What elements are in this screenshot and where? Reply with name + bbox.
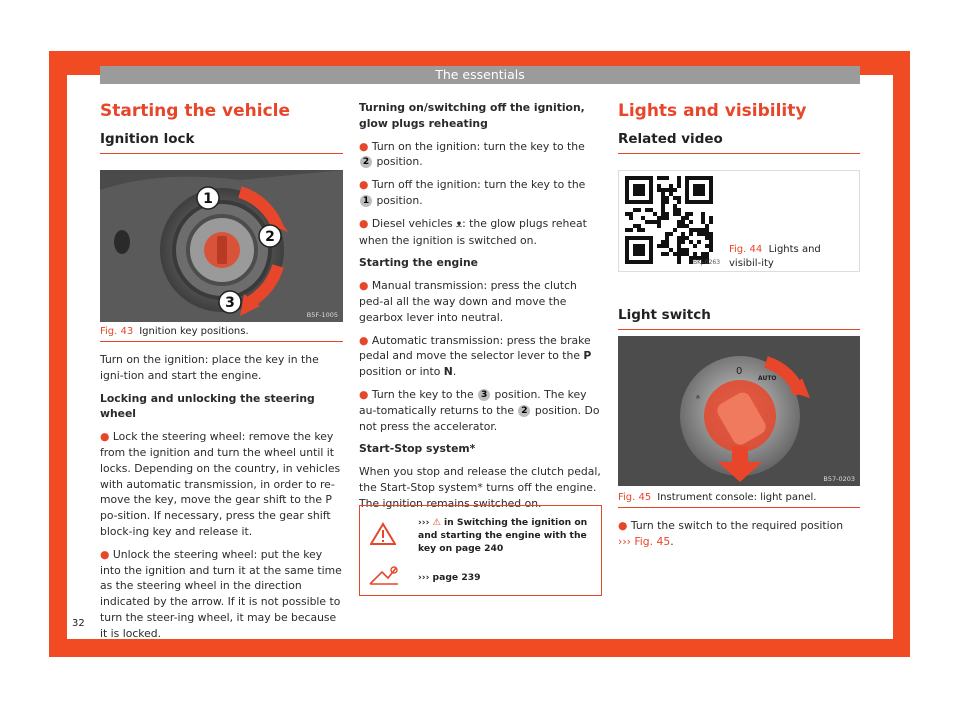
- subsection-title: Related video: [618, 131, 723, 147]
- position-1-badge: 1: [360, 195, 372, 207]
- bullet-icon: ●: [359, 387, 369, 401]
- running-header: The essentials: [100, 66, 860, 84]
- lock-bullet-text: Lock the steering wheel: remove the key from the ignition and turn the wheel until it locks. Depending on the country, in vehicles with automatic transmission, in order to re-move the key, move the gear shift to the P po-sition. If necessary, press the gear shift block-ing key and release it.: [100, 430, 341, 538]
- fig44-caption: [729, 243, 855, 271]
- manual-bullet: [359, 278, 602, 325]
- page-number: 32: [72, 618, 85, 629]
- b6-post: position. Do not press the accelerator.: [359, 403, 600, 433]
- warning-reference-text: in Switching the ignition on and starting the engine with the key on page 240: [418, 517, 588, 554]
- lock-bullet: [100, 429, 343, 540]
- b4-text: Manual transmission: press the clutch ped-al all the way down and move the gearbox lever into neutral.: [359, 279, 577, 324]
- warning-small-icon: ⚠: [432, 517, 441, 528]
- middle-column: [359, 100, 602, 519]
- subsection-heading: [618, 122, 860, 154]
- position-2-badge: 2: [518, 405, 530, 417]
- fig45-label: Fig. 45: [618, 492, 652, 503]
- figure-code: B57-0203: [823, 475, 855, 483]
- page-reference-link[interactable]: ››› page 239: [418, 572, 481, 583]
- bullet-icon: ●: [359, 216, 369, 230]
- switch-zero-label: 0: [736, 366, 743, 377]
- switch-bullet-text: Turn the switch to the required position: [630, 519, 844, 532]
- video-box: [618, 170, 860, 272]
- light-switch-title: Light switch: [618, 307, 711, 323]
- gear-n: N: [443, 365, 453, 379]
- reference-box: [359, 505, 602, 596]
- section-title: Lights and visibility: [618, 101, 807, 121]
- light-switch-illustration: [618, 336, 860, 486]
- b5-end: .: [452, 365, 457, 379]
- figure-caption: [100, 326, 343, 337]
- ignition-illustration: [100, 170, 343, 322]
- marker-2: 2: [265, 229, 275, 245]
- fig44-caption-text: Lights and visibil-ity: [729, 244, 821, 269]
- light-switch-figure: [618, 336, 860, 486]
- switch-bullet-end: .: [670, 534, 674, 548]
- start-stop-text: When you stop and release the clutch pedal, the Start-Stop system* turns off the engine. The ignition remains switched on.: [359, 465, 601, 510]
- position-3-badge: 3: [478, 389, 490, 401]
- b5-mid: position or into: [359, 365, 441, 379]
- qr-code-label: BKJ-0263: [693, 259, 721, 266]
- bullet-icon: ●: [618, 519, 628, 532]
- chevron-icon: ›››: [418, 517, 430, 528]
- unlock-bullet-text: Unlock the steering wheel: put the key into the ignition and turn it at the same time as the steering wheel in the direction indicated by the arrow. If it is not possible to turn the steer-ing wheel, it may be because it is locked.: [100, 547, 342, 640]
- position-2-badge: 2: [360, 156, 372, 168]
- automatic-bullet: [359, 333, 602, 380]
- b2-text: Turn off the ignition: turn the key to the: [371, 178, 586, 192]
- marker-1: 1: [203, 191, 213, 207]
- b6-mid: position. The key au-tomatically returns to the: [359, 387, 587, 417]
- right-column: [618, 100, 860, 154]
- unlock-bullet: [100, 547, 343, 642]
- switch-bullet: [618, 518, 860, 550]
- lock-heading: Locking and unlocking the steering wheel: [100, 391, 315, 421]
- b1-text: Turn on the ignition: turn the key to the: [371, 139, 585, 153]
- section-title: Starting the vehicle: [100, 101, 291, 121]
- ignition-off-bullet: [359, 177, 602, 209]
- fig45-caption-text: Instrument console: light panel.: [657, 492, 817, 503]
- svg-text:ᵃ: ᵃ: [696, 394, 700, 405]
- diesel-bullet: [359, 216, 602, 249]
- marker-3: 3: [225, 295, 235, 311]
- ignition-heading: Turning on/switching off the ignition, glow plugs reheating: [359, 101, 585, 130]
- fig44-label: Fig. 44: [729, 244, 763, 255]
- glow-plug-icon: ᴥ: [456, 218, 463, 230]
- b3-text: Diesel vehicles: [371, 216, 453, 230]
- bullet-icon: ●: [359, 333, 369, 347]
- qr-code-icon[interactable]: [625, 176, 713, 264]
- bullet-icon: ●: [359, 279, 369, 293]
- light-switch-heading: [618, 306, 860, 330]
- note-icon: [368, 564, 400, 586]
- right-body: [618, 518, 860, 557]
- turn-key-bullet: [359, 387, 602, 434]
- warning-reference-link[interactable]: [418, 516, 596, 555]
- intro-text: Turn on the ignition: place the key in the igni-tion and start the engine.: [100, 353, 319, 382]
- fig45-link[interactable]: ››› Fig. 45: [618, 534, 671, 548]
- b3-post: : the glow plugs reheat when the ignition is switched on.: [359, 216, 587, 247]
- left-body: [100, 352, 343, 649]
- left-column: [100, 100, 343, 154]
- figure-label: Fig. 43: [100, 326, 134, 337]
- b6-text: Turn the key to the: [371, 387, 474, 401]
- figure-caption-text: Ignition key positions.: [139, 326, 249, 337]
- subsection-heading: [100, 122, 343, 154]
- bullet-icon: ●: [359, 178, 369, 192]
- bullet-icon: ●: [100, 547, 110, 561]
- figure-code: B5F-1005: [306, 311, 338, 319]
- bullet-icon: ●: [100, 430, 110, 444]
- warning-icon: [370, 522, 396, 546]
- subsection-title: Ignition lock: [100, 131, 195, 147]
- starting-engine-heading: Starting the engine: [359, 256, 478, 270]
- start-stop-heading: Start-Stop system*: [359, 442, 476, 456]
- bullet-icon: ●: [359, 139, 369, 153]
- caption-rule: [100, 341, 343, 342]
- switch-auto-label: AUTO: [758, 375, 777, 382]
- ignition-on-bullet: [359, 139, 602, 171]
- fig45-caption: [618, 492, 860, 503]
- b5-text: Automatic transmission: press the brake pedal and move the selector lever to the: [359, 333, 591, 363]
- ignition-figure: [100, 170, 343, 322]
- b2-post: position.: [376, 193, 423, 207]
- caption-rule: [618, 507, 860, 508]
- b1-post: position.: [376, 155, 423, 169]
- gear-p: P: [583, 349, 592, 363]
